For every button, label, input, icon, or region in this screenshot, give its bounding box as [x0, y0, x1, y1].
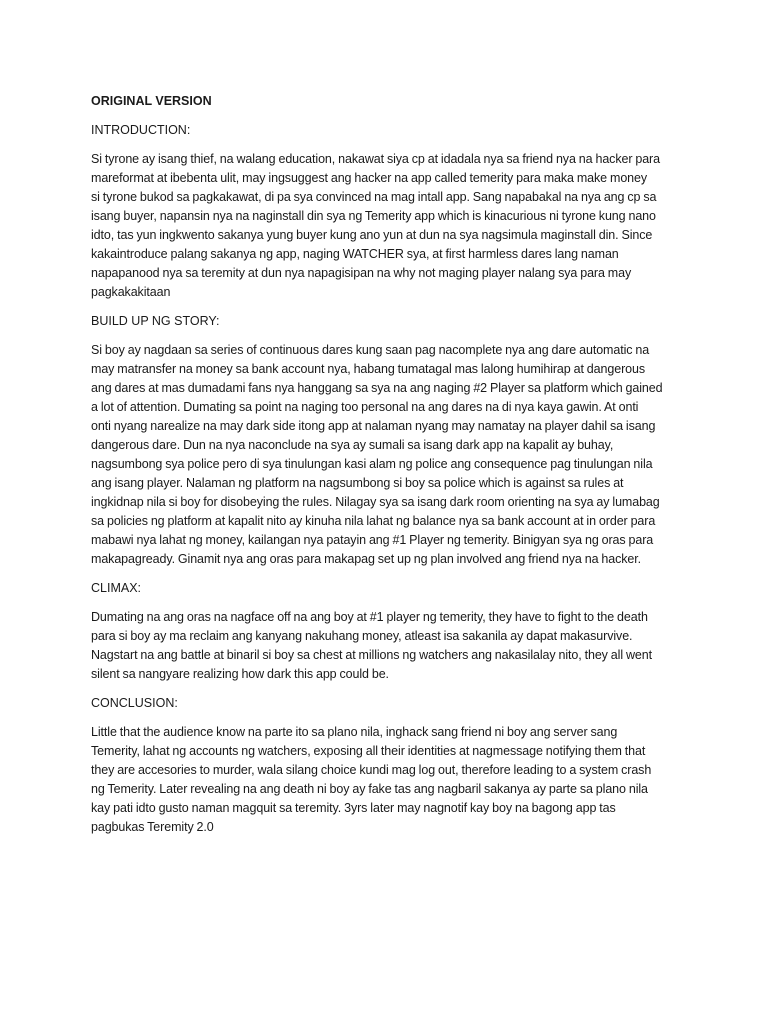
paragraph-line: a lot of attention. Dumating sa point na naging too personal na ang dares na di nya kaya gawin. At onti — [91, 400, 639, 414]
section-paragraph — [91, 723, 687, 837]
document-title: ORIGINAL VERSION — [91, 94, 212, 108]
paragraph-line: pagkakakitaan — [91, 285, 171, 299]
paragraph-line: si tyrone bukod sa pagkakawat, di pa sya convinced na mag intall app. Sang napabakal na nya ang cp sa — [91, 190, 657, 204]
paragraph-line: Temerity, lahat ng accounts ng watchers, exposing all their identities at nagmessage notifying them that — [91, 744, 646, 758]
section-heading: CLIMAX: — [91, 581, 142, 595]
paragraph-line: onti nyang narealize na may dark side itong app at nalaman nyang may namatay na player dahil sa isang — [91, 419, 656, 433]
section-paragraph — [91, 150, 687, 302]
paragraph-line: pagbukas Teremity 2.0 — [91, 820, 214, 834]
paragraph-line: mareformat at ibebenta ulit, may ingsuggest ang hacker na app called temerity para maka make money — [91, 171, 648, 185]
paragraph-line: dangerous dare. Dun na nya naconclude na sya ay sumali sa isang dark app na kapalit ay buhay, — [91, 438, 614, 452]
section-paragraph — [91, 341, 687, 569]
paragraph-line: ang dares at mas dumadami fans nya hanggang sa sya na ang naging #2 Player sa platform which gained — [91, 381, 663, 395]
paragraph-line: sa policies ng platform at kapalit nito ay kinuha nila lahat ng balance nya sa bank account at in order para — [91, 514, 656, 528]
section-heading: CONCLUSION: — [91, 696, 178, 710]
paragraph-line: mabawi nya lahat ng money, kailangan nya patayin ang #1 Player ng temerity. Binigyan sya ng oras para — [91, 533, 654, 547]
paragraph-line: kakaintroduce palang sakanya ng app, naging WATCHER sya, at first harmless dares lang naman — [91, 247, 619, 261]
paragraph-line: Dumating na ang oras na nagface off na ang boy at #1 player ng temerity, they have to fight to the death — [91, 610, 648, 624]
document-body — [91, 92, 687, 847]
paragraph-line: Nagstart na ang battle at binaril si boy sa chest at millions ng watchers ang nakasilalay nito, they all went — [91, 648, 652, 662]
paragraph-line: nagsumbong sya police pero di sya tinulungan kasi alam ng police ang consequence pag tinulungan nila — [91, 457, 653, 471]
paragraph-line: para si boy ay ma reclaim ang kanyang nakuhang money, atleast isa sakanila ay dapat makasurvive. — [91, 629, 633, 643]
section-heading: BUILD UP NG STORY: — [91, 314, 220, 328]
paragraph-line: napapanood nya sa teremity at dun nya napagisipan na why not maging player nalang sya para may — [91, 266, 632, 280]
paragraph-line: may matransfer na money sa bank account nya, habang tumatagal mas lalong humihirap at dangerous — [91, 362, 645, 376]
paragraph-line: idto, tas yun ingkwento sakanya yung buyer kung ano yun at dun na sya nagsimula maginstall din. Since — [91, 228, 653, 242]
paragraph-line: Little that the audience know na parte ito sa plano nila, inghack sang friend ni boy ang server sang — [91, 725, 618, 739]
paragraph-line: ingkidnap nila si boy for disobeying the rules. Nilagay sya sa isang dark room orienting na sya ay lumabag — [91, 495, 660, 509]
paragraph-line: ng Temerity. Later revealing na ang death ni boy ay fake tas ang nagbaril sakanya ay parte sa plano nila — [91, 782, 648, 796]
paragraph-line: isang buyer, napansin nya na naginstall din sya ng Temerity app which is kinacurious ni tyrone kung nano — [91, 209, 656, 223]
paragraph-line: makapagready. Ginamit nya ang oras para makapag set up ng plan involved ang friend nya na hacker. — [91, 552, 641, 566]
paragraph-line: kay pati idto gusto naman magquit sa teremity. 3yrs later may nagnotif kay boy na bagong app tas — [91, 801, 616, 815]
section-heading: INTRODUCTION: — [91, 123, 191, 137]
paragraph-line: ang isang player. Nalaman ng platform na nagsumbong si boy sa police which is against sa rules at — [91, 476, 624, 490]
paragraph-line: silent sa nangyare realizing how dark this app could be. — [91, 667, 389, 681]
document-sections — [91, 121, 687, 837]
paragraph-line: they are accesories to murder, wala silang choice kundi mag log out, therefore leading to a system crash — [91, 763, 652, 777]
section-paragraph — [91, 608, 687, 684]
paragraph-line: Si boy ay nagdaan sa series of continuous dares kung saan pag nacomplete nya ang dare automatic na — [91, 343, 650, 357]
paragraph-line: Si tyrone ay isang thief, na walang education, nakawat siya cp at idadala nya sa friend nya na hacker para — [91, 152, 660, 166]
